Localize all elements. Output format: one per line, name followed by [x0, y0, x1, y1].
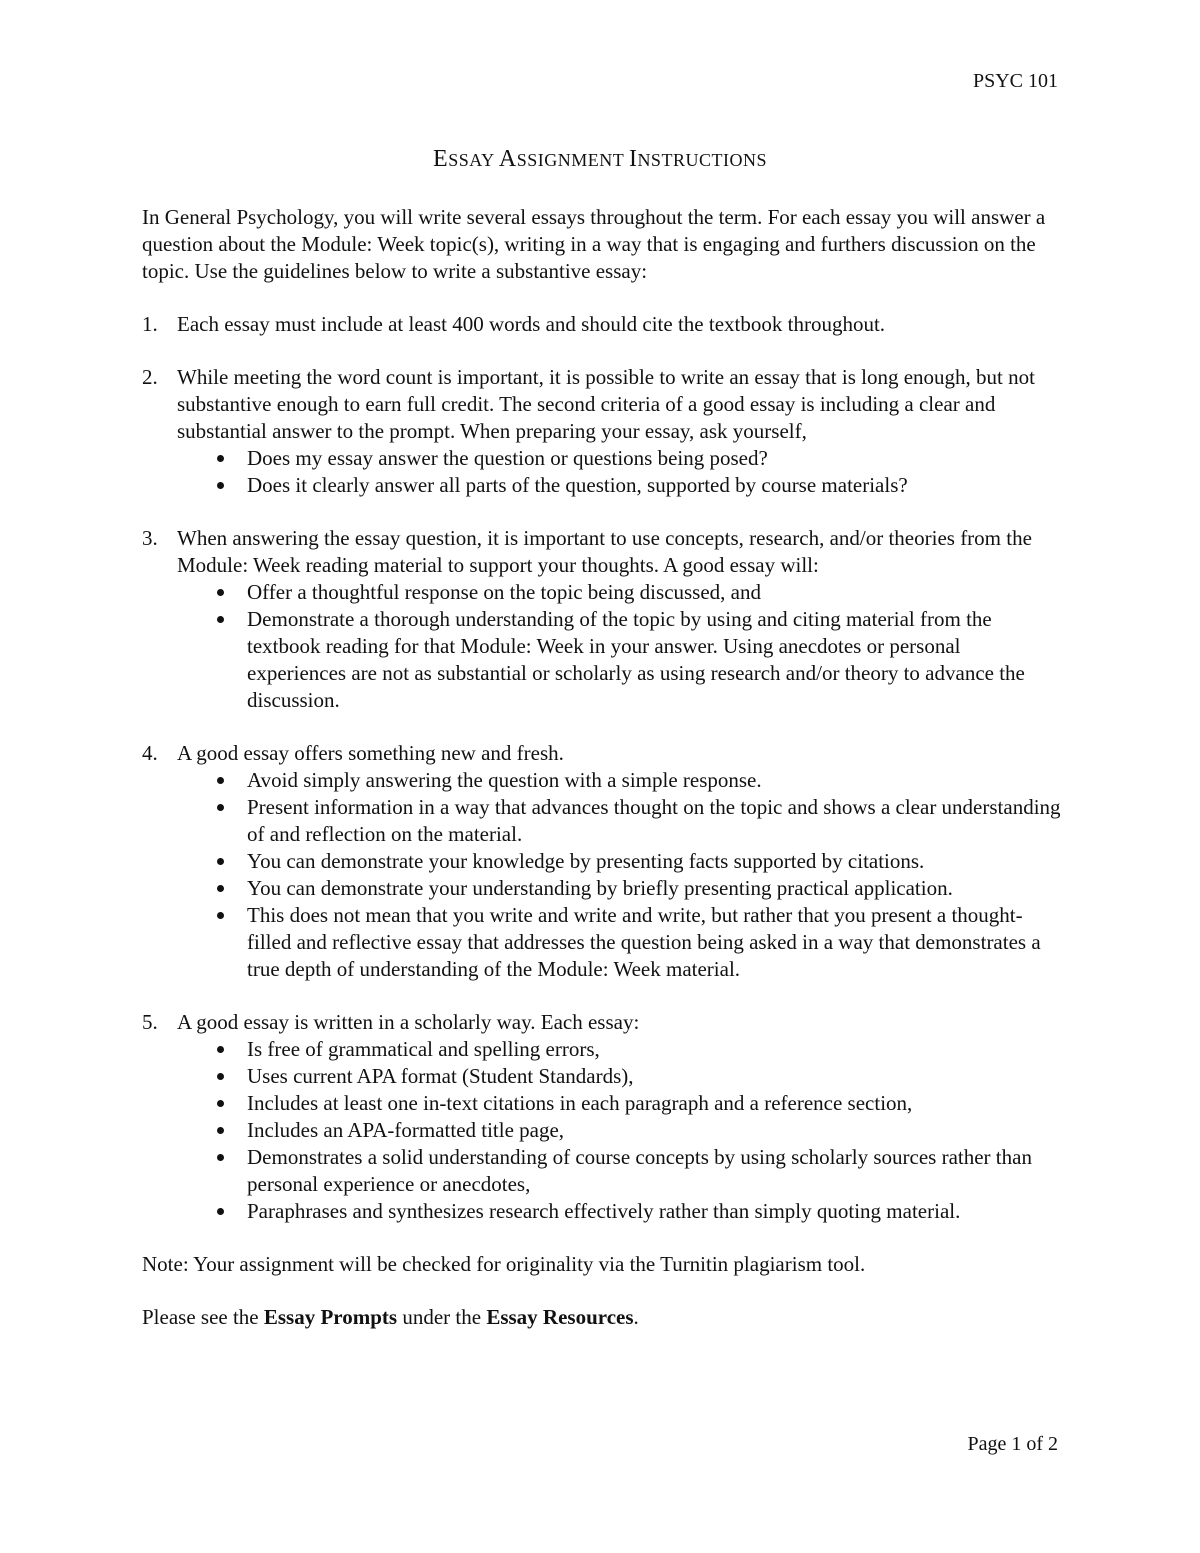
bullet-text: Uses current APA format (Student Standards),	[247, 1064, 634, 1088]
bullet-dot-icon	[217, 1154, 224, 1161]
bullet-text: Does my essay answer the question or questions being posed?	[247, 446, 768, 470]
bullet-item	[177, 848, 1062, 875]
essay-resources-label: Essay Resources	[486, 1305, 634, 1329]
bullet-dot-icon	[217, 912, 224, 919]
item-text: When answering the essay question, it is important to use concepts, research, and/or theories from the Module: Week reading material to support your thoughts. A good essay will:	[177, 526, 1032, 577]
bullet-dot-icon	[217, 482, 224, 489]
bullet-dot-icon	[217, 804, 224, 811]
item-number: 1.	[142, 312, 158, 336]
bullet-dot-icon	[217, 777, 224, 784]
title-cap-1: E	[433, 146, 449, 172]
closing-text-1: Please see the	[142, 1305, 264, 1329]
item-number: 4.	[142, 741, 158, 765]
bullet-dot-icon	[217, 1127, 224, 1134]
bullet-text: Is free of grammatical and spelling errors,	[247, 1037, 600, 1061]
intro-paragraph: In General Psychology, you will write several essays throughout the term. For each essay you will answer a question about the Module: Week topic(s), writing in a way that is engaging and furthers discussion on the topic. Use the guidelines below to write a substantive essay:	[142, 205, 1046, 283]
document-title	[0, 146, 1200, 173]
guideline-item	[142, 740, 1062, 983]
course-code: PSYC 101	[972, 70, 1058, 92]
bullet-dot-icon	[217, 1073, 224, 1080]
bullet-dot-icon	[217, 589, 224, 596]
item-text: A good essay offers something new and fresh.	[177, 741, 564, 765]
bullet-text: You can demonstrate your knowledge by presenting facts supported by citations.	[247, 849, 925, 873]
bullet-text: Includes at least one in-text citations in each paragraph and a reference section,	[247, 1091, 913, 1115]
bullet-item	[177, 1036, 1062, 1063]
title-cap-3: I	[628, 146, 638, 172]
bullet-dot-icon	[217, 616, 224, 623]
bullet-item	[177, 1144, 1062, 1198]
item-text: A good essay is written in a scholarly way. Each essay:	[177, 1010, 640, 1034]
bullet-item	[177, 1063, 1062, 1090]
bullet-item	[177, 902, 1062, 983]
guideline-item	[142, 1009, 1062, 1225]
bullet-text: Includes an APA-formatted title page,	[247, 1118, 565, 1142]
bullet-list	[177, 445, 1062, 499]
page-number: Page 1 of 2	[967, 1433, 1058, 1455]
guideline-item	[142, 525, 1062, 714]
guideline-item	[142, 364, 1062, 499]
bullet-dot-icon	[217, 1208, 224, 1215]
bullet-dot-icon	[217, 1100, 224, 1107]
closing-text-2: under the	[397, 1305, 487, 1329]
closing-line	[142, 1304, 1062, 1331]
bullet-dot-icon	[217, 455, 224, 462]
bullet-dot-icon	[217, 885, 224, 892]
bullet-text: Demonstrates a solid understanding of course concepts by using scholarly sources rather than personal experience or anecdotes,	[247, 1145, 1032, 1196]
bullet-dot-icon	[217, 858, 224, 865]
guideline-item	[142, 311, 1062, 338]
title-rest-3: NSTRUCTIONS	[637, 150, 767, 170]
bullet-text: Paraphrases and synthesizes research effectively rather than simply quoting material.	[247, 1199, 961, 1223]
title-cap-2: A	[498, 146, 517, 172]
item-number: 2.	[142, 365, 158, 389]
item-text: While meeting the word count is important, it is possible to write an essay that is long enough, but not substantive enough to earn full credit. The second criteria of a good essay is including a clear and substantial answer to the prompt. When preparing your essay, ask yourself,	[177, 365, 1035, 443]
bullet-item	[177, 472, 1062, 499]
bullet-text: Avoid simply answering the question with a simple response.	[247, 768, 762, 792]
bullet-list	[177, 579, 1062, 714]
bullet-text: You can demonstrate your understanding by briefly presenting practical application.	[247, 876, 953, 900]
item-number: 3.	[142, 526, 158, 550]
bullet-list	[177, 1036, 1062, 1225]
essay-prompts-label: Essay Prompts	[263, 1305, 398, 1329]
document-body	[142, 204, 1062, 1331]
bullet-text: Offer a thoughtful response on the topic being discussed, and	[247, 580, 761, 604]
bullet-item	[177, 875, 1062, 902]
bullet-item	[177, 606, 1062, 714]
title-rest-1: SSAY	[448, 150, 499, 170]
item-number: 5.	[142, 1010, 158, 1034]
item-text: Each essay must include at least 400 words and should cite the textbook throughout.	[177, 312, 886, 336]
bullet-item	[177, 579, 1062, 606]
bullet-text: Does it clearly answer all parts of the question, supported by course materials?	[247, 473, 908, 497]
bullet-item	[177, 445, 1062, 472]
bullet-text: Demonstrate a thorough understanding of the topic by using and citing material from the textbook reading for that Module: Week in your answer. Using anecdotes or personal experiences are not as substantial or scholarly as using research and/or theory to advance the discussion.	[247, 607, 1025, 712]
guideline-list	[142, 311, 1062, 1225]
bullet-text: This does not mean that you write and write and write, but rather that you present a thought-filled and reflective essay that addresses the question being asked in a way that demonstrates a true depth of understanding of the Module: Week material.	[247, 903, 1041, 981]
title-rest-2: SSIGNMENT	[516, 150, 629, 170]
originality-note: Note: Your assignment will be checked for originality via the Turnitin plagiarism tool.	[142, 1252, 866, 1276]
bullet-item	[177, 1090, 1062, 1117]
bullet-list	[177, 767, 1062, 983]
bullet-item	[177, 1117, 1062, 1144]
bullet-item	[177, 767, 1062, 794]
bullet-text: Present information in a way that advances thought on the topic and shows a clear understanding of and reflection on the material.	[247, 795, 1061, 846]
bullet-item	[177, 794, 1062, 848]
closing-text-3: .	[633, 1305, 639, 1329]
bullet-dot-icon	[217, 1046, 224, 1053]
bullet-item	[177, 1198, 1062, 1225]
